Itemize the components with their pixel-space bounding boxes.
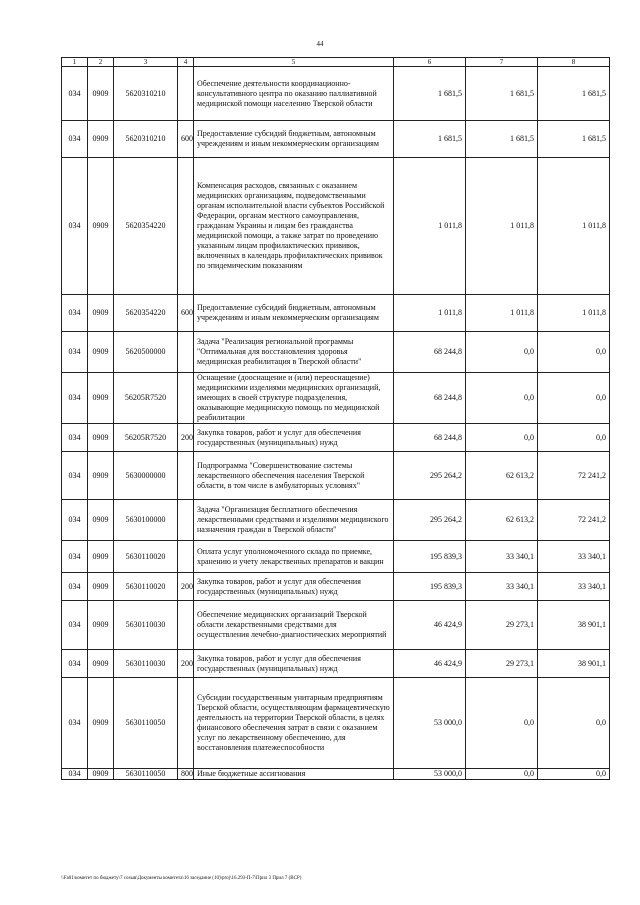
amount-col-8-cell: 1 011,8	[538, 295, 610, 332]
header-col-3: 3	[114, 58, 178, 67]
table-row	[62, 373, 610, 424]
code-target-cell: 5620354220	[114, 295, 178, 332]
description-cell: Задача "Организация бесплатного обеспечения лекарственными средствами и изделиями медицинского назначения граждан в Тверской области"	[194, 500, 394, 541]
code-target-cell: 5620354220	[114, 158, 178, 295]
amount-col-8-cell: 72 241,2	[538, 452, 610, 500]
code-expense-type-cell: 200	[178, 424, 194, 452]
header-col-6: 6	[394, 58, 466, 67]
header-col-7: 7	[466, 58, 538, 67]
code-admin-cell: 034	[62, 500, 88, 541]
code-admin-cell: 034	[62, 452, 88, 500]
amount-col-6-cell: 195 839,3	[394, 541, 466, 573]
description-cell: Компенсация расходов, связанных с оказанием медицинских организациям, подведомственными органам исполнительной власти субъектов Российской Федерации, органам местного самоуправления, гражданам Украины и лицам без гражданства медицинской помощи, а также затрат по проведению указанным лицам профилактических прививок, включенных в календарь профилактических прививок по эпидемическим показаниям	[194, 158, 394, 295]
description-cell: Предоставление субсидий бюджетным, автономным учреждениям и иным некоммерческим организациям	[194, 295, 394, 332]
amount-col-7-cell: 33 340,1	[466, 573, 538, 601]
description-cell: Иные бюджетные ассигнования	[194, 769, 394, 780]
file-path-footer: \\Fa01\комитет по бюджету\7 созыв\Документы комитета\16 заседание (10)\proj\16.293-П-7\Прил 3 Прил 7 (ВСР)	[61, 876, 302, 881]
table-row	[62, 650, 610, 678]
code-expense-type-cell	[178, 332, 194, 373]
description-cell: Закупка товаров, работ и услуг для обеспечения государственных (муниципальных) нужд	[194, 573, 394, 601]
description-cell: Подпрограмма "Совершенствование системы лекарственного обеспечения населения Тверской области, в том числе в амбулаторных условиях"	[194, 452, 394, 500]
header-col-5: 5	[194, 58, 394, 67]
amount-col-8-cell: 0,0	[538, 769, 610, 780]
code-target-cell: 5620310210	[114, 121, 178, 158]
amount-col-6-cell: 1 681,5	[394, 121, 466, 158]
code-expense-type-cell: 200	[178, 650, 194, 678]
code-admin-cell: 034	[62, 650, 88, 678]
description-cell: Оплата услуг уполномоченного склада по приемке, хранению и учету лекарственных препаратов и вакцин	[194, 541, 394, 573]
amount-col-6-cell: 1 011,8	[394, 158, 466, 295]
code-section-cell: 0909	[88, 332, 114, 373]
table-row	[62, 332, 610, 373]
amount-col-8-cell: 38 901,1	[538, 601, 610, 650]
code-section-cell: 0909	[88, 678, 114, 769]
amount-col-6-cell: 53 000,0	[394, 769, 466, 780]
amount-col-8-cell: 33 340,1	[538, 573, 610, 601]
description-cell: Обеспечение деятельности координационно-консультативного центра по оказанию паллиативной медицинской помощи населению Тверской области	[194, 67, 394, 121]
code-target-cell: 5630110030	[114, 650, 178, 678]
table-row	[62, 541, 610, 573]
header-col-1: 1	[62, 58, 88, 67]
code-section-cell: 0909	[88, 573, 114, 601]
code-expense-type-cell: 600	[178, 295, 194, 332]
amount-col-7-cell: 33 340,1	[466, 541, 538, 573]
code-admin-cell: 034	[62, 67, 88, 121]
amount-col-8-cell: 1 011,8	[538, 158, 610, 295]
code-target-cell: 56205R7520	[114, 424, 178, 452]
amount-col-7-cell: 0,0	[466, 678, 538, 769]
table-row	[62, 67, 610, 121]
table-row	[62, 500, 610, 541]
description-cell: Субсидии государственным унитарным предприятиям Тверской области, осуществляющим фармацевтическую деятельность на территории Тверской области, в целях финансового обеспечения затрат в связи с оказанием услуг по лекарственному обеспечению, для восстановления платежеспособности	[194, 678, 394, 769]
code-admin-cell: 034	[62, 332, 88, 373]
amount-col-6-cell: 195 839,3	[394, 573, 466, 601]
amount-col-7-cell: 1 011,8	[466, 295, 538, 332]
code-target-cell: 5620310210	[114, 67, 178, 121]
amount-col-6-cell: 53 000,0	[394, 678, 466, 769]
amount-col-7-cell: 1 011,8	[466, 158, 538, 295]
code-target-cell: 5620500000	[114, 332, 178, 373]
code-target-cell: 5630110020	[114, 541, 178, 573]
table-row	[62, 158, 610, 295]
description-cell: Закупка товаров, работ и услуг для обеспечения государственных (муниципальных) нужд	[194, 424, 394, 452]
amount-col-7-cell: 0,0	[466, 424, 538, 452]
table-row	[62, 573, 610, 601]
code-admin-cell: 034	[62, 424, 88, 452]
code-section-cell: 0909	[88, 373, 114, 424]
amount-col-6-cell: 295 264,2	[394, 452, 466, 500]
code-expense-type-cell	[178, 67, 194, 121]
amount-col-6-cell: 1 681,5	[394, 67, 466, 121]
code-section-cell: 0909	[88, 424, 114, 452]
code-expense-type-cell	[178, 541, 194, 573]
code-expense-type-cell	[178, 500, 194, 541]
amount-col-8-cell: 0,0	[538, 678, 610, 769]
code-section-cell: 0909	[88, 769, 114, 780]
description-cell: Закупка товаров, работ и услуг для обеспечения государственных (муниципальных) нужд	[194, 650, 394, 678]
header-col-4: 4	[178, 58, 194, 67]
description-cell: Предоставление субсидий бюджетным, автономным учреждениям и иным некоммерческим организациям	[194, 121, 394, 158]
code-target-cell: 5630110050	[114, 769, 178, 780]
amount-col-8-cell: 0,0	[538, 332, 610, 373]
code-target-cell: 5630110030	[114, 601, 178, 650]
amount-col-7-cell: 0,0	[466, 373, 538, 424]
header-col-2: 2	[88, 58, 114, 67]
amount-col-7-cell: 62 613,2	[466, 452, 538, 500]
code-section-cell: 0909	[88, 601, 114, 650]
code-section-cell: 0909	[88, 67, 114, 121]
amount-col-7-cell: 29 273,1	[466, 601, 538, 650]
code-target-cell: 5630110020	[114, 573, 178, 601]
code-target-cell: 56205R7520	[114, 373, 178, 424]
amount-col-7-cell: 62 613,2	[466, 500, 538, 541]
table-row	[62, 678, 610, 769]
amount-col-6-cell: 68 244,8	[394, 332, 466, 373]
code-target-cell: 5630100000	[114, 500, 178, 541]
code-target-cell: 5630000000	[114, 452, 178, 500]
budget-table	[61, 57, 610, 780]
code-admin-cell: 034	[62, 373, 88, 424]
code-admin-cell: 034	[62, 678, 88, 769]
description-cell: Оснащение (дооснащение и (или) переоснащение) медицинскими изделиями медицинских организаций, имеющих в своей структуре подразделения, оказывающие медицинскую помощь по медицинской реабилитации	[194, 373, 394, 424]
table-row	[62, 121, 610, 158]
description-cell: Задача "Реализация региональной программы "Оптимальная для восстановления здоровья медицинская реабилитация в Тверской области"	[194, 332, 394, 373]
page-number: 44	[316, 40, 324, 48]
code-admin-cell: 034	[62, 121, 88, 158]
amount-col-7-cell: 1 681,5	[466, 67, 538, 121]
code-admin-cell: 034	[62, 769, 88, 780]
code-section-cell: 0909	[88, 500, 114, 541]
description-cell: Обеспечение медицинских организаций Тверской области лекарственными средствами для осуществления лечебно-диагностических мероприятий	[194, 601, 394, 650]
code-section-cell: 0909	[88, 158, 114, 295]
code-expense-type-cell: 600	[178, 121, 194, 158]
amount-col-8-cell: 1 681,5	[538, 121, 610, 158]
table-row	[62, 601, 610, 650]
table-row	[62, 295, 610, 332]
code-expense-type-cell	[178, 158, 194, 295]
code-admin-cell: 034	[62, 573, 88, 601]
code-admin-cell: 034	[62, 541, 88, 573]
header-row	[62, 58, 610, 67]
amount-col-7-cell: 0,0	[466, 769, 538, 780]
code-section-cell: 0909	[88, 650, 114, 678]
amount-col-6-cell: 68 244,8	[394, 373, 466, 424]
code-section-cell: 0909	[88, 452, 114, 500]
table-row	[62, 769, 610, 780]
amount-col-7-cell: 1 681,5	[466, 121, 538, 158]
code-expense-type-cell: 800	[178, 769, 194, 780]
amount-col-7-cell: 0,0	[466, 332, 538, 373]
code-section-cell: 0909	[88, 121, 114, 158]
amount-col-6-cell: 68 244,8	[394, 424, 466, 452]
amount-col-8-cell: 33 340,1	[538, 541, 610, 573]
code-section-cell: 0909	[88, 295, 114, 332]
amount-col-6-cell: 46 424,9	[394, 650, 466, 678]
code-target-cell: 5630110050	[114, 678, 178, 769]
code-admin-cell: 034	[62, 158, 88, 295]
amount-col-6-cell: 295 264,2	[394, 500, 466, 541]
amount-col-7-cell: 29 273,1	[466, 650, 538, 678]
code-section-cell: 0909	[88, 541, 114, 573]
header-col-8: 8	[538, 58, 610, 67]
amount-col-8-cell: 0,0	[538, 424, 610, 452]
amount-col-8-cell: 1 681,5	[538, 67, 610, 121]
amount-col-8-cell: 38 901,1	[538, 650, 610, 678]
amount-col-6-cell: 1 011,8	[394, 295, 466, 332]
code-expense-type-cell	[178, 601, 194, 650]
code-admin-cell: 034	[62, 601, 88, 650]
table-row	[62, 424, 610, 452]
amount-col-8-cell: 0,0	[538, 373, 610, 424]
amount-col-6-cell: 46 424,9	[394, 601, 466, 650]
table-row	[62, 452, 610, 500]
code-expense-type-cell	[178, 373, 194, 424]
code-expense-type-cell	[178, 678, 194, 769]
code-admin-cell: 034	[62, 295, 88, 332]
code-expense-type-cell	[178, 452, 194, 500]
amount-col-8-cell: 72 241,2	[538, 500, 610, 541]
code-expense-type-cell: 200	[178, 573, 194, 601]
